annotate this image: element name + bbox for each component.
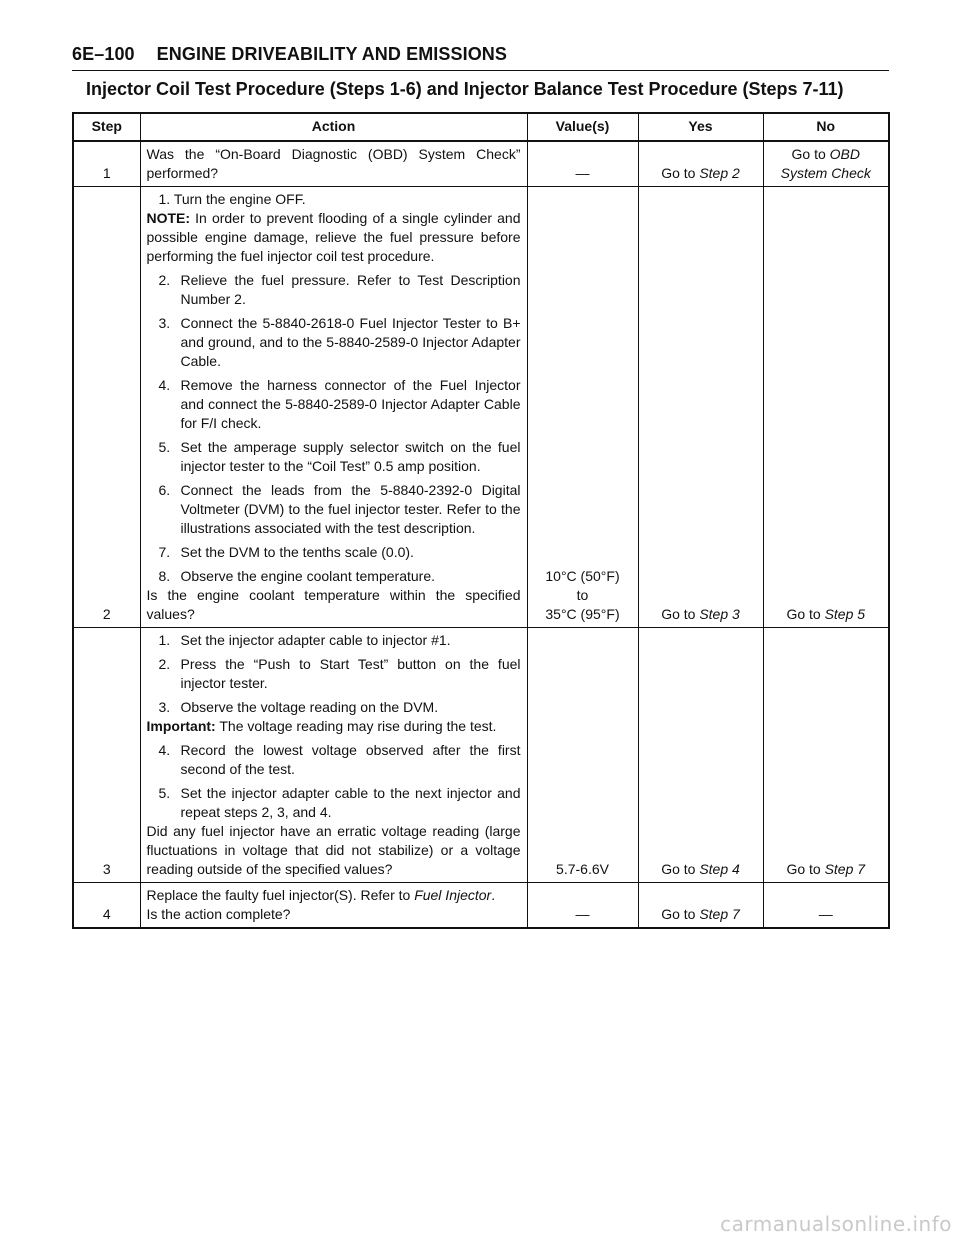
table-header-row	[73, 113, 889, 141]
value-cell: —	[527, 141, 638, 187]
step-number: 2	[73, 187, 140, 628]
no-cell: —	[763, 883, 889, 929]
important-note	[147, 717, 521, 736]
action-question: Was the “On-Board Diagnostic (OBD) System Check” performed?	[146, 146, 521, 181]
reference-link[interactable]: Fuel Injector	[414, 887, 492, 903]
no-link[interactable]: Step 7	[824, 861, 866, 877]
list-item: 8. Observe the engine coolant temperature.	[158, 568, 435, 584]
list-item: 2. Relieve the fuel pressure. Refer to Test Description Number 2.	[158, 272, 521, 307]
yes-link[interactable]: Step 3	[699, 606, 740, 622]
action-question: Is the action complete?	[146, 906, 291, 922]
page-header	[72, 44, 507, 65]
no-link[interactable]: Step 5	[824, 606, 866, 622]
step-number: 3	[73, 628, 140, 883]
column-header-action: Action	[140, 113, 527, 141]
step-number: 4	[73, 883, 140, 929]
procedure-title: Injector Coil Test Procedure (Steps 1-6) and Injector Balance Test Procedure (Steps 7-11)	[86, 79, 844, 99]
note-text: In order to prevent flooding of a single cylinder and possible engine damage, relieve the fuel pressure before performing the fuel injector coil test procedure.	[146, 210, 521, 264]
action-cell: Replace the faulty fuel injector(S). Refer to Fuel Injector. Is the action complete?	[140, 883, 527, 929]
list-item: 3. Connect the 5-8840-2618-0 Fuel Injector Tester to B+ and ground, and to the 5-8840-2589-0 Injector Adapter Cable.	[158, 315, 521, 369]
watermark: carmanualsonline.info	[720, 1212, 952, 1236]
yes-cell: Go to Step 7	[638, 883, 763, 929]
yes-link[interactable]: Step 4	[699, 861, 740, 877]
yes-link[interactable]: Step 7	[699, 906, 740, 922]
list-item: 4. Remove the harness connector of the Fuel Injector and connect the 5-8840-2589-0 Injector Adapter Cable for F/I check.	[158, 377, 521, 431]
yes-cell: Go to Step 3	[638, 187, 763, 628]
yes-cell: Go to Step 4	[638, 628, 763, 883]
list-item: 6. Connect the leads from the 5-8840-2392-0 Digital Voltmeter (DVM) to the fuel injector tester. Refer to the illustrations associated with the test description.	[158, 482, 521, 536]
note-label: NOTE:	[146, 210, 191, 226]
list-item: 3. Observe the voltage reading on the DVM.	[158, 699, 439, 715]
column-header-values: Value(s)	[527, 113, 638, 141]
list-item: 1. Set the injector adapter cable to injector #1.	[158, 632, 451, 648]
column-header-step: Step	[73, 113, 140, 141]
action-cell	[140, 628, 527, 883]
no-cell: Go to Step 5	[763, 187, 889, 628]
value-cell: 5.7-6.6V	[527, 628, 638, 883]
list-item: 4. Record the lowest voltage observed after the first second of the test.	[158, 742, 521, 777]
action-question: Did any fuel injector have an erratic voltage reading (large fluctuations in voltage that did not stabilize) or a voltage reading outside of the specified values?	[146, 823, 521, 877]
no-cell: Go to OBD System Check	[763, 141, 889, 187]
table-row	[73, 883, 889, 929]
page-number: 6E–100	[72, 44, 135, 64]
yes-cell: Go to Step 2	[638, 141, 763, 187]
procedure-table	[72, 112, 890, 929]
list-item: 5. Set the amperage supply selector switch on the fuel injector tester to the “Coil Test” 0.5 amp position.	[158, 439, 521, 474]
list-item: 1. Turn the engine OFF.	[158, 191, 306, 207]
action-cell	[140, 141, 527, 187]
list-item: 2. Press the “Push to Start Test” button on the fuel injector tester.	[158, 656, 521, 691]
no-cell: Go to Step 7	[763, 628, 889, 883]
header-rule	[72, 70, 889, 71]
value-cell: —	[527, 883, 638, 929]
note	[147, 209, 521, 266]
action-question: Is the engine coolant temperature within the specified values?	[146, 587, 521, 622]
important-text: The voltage reading may rise during the test.	[215, 718, 497, 734]
column-header-no: No	[763, 113, 889, 141]
list-item: 5. Set the injector adapter cable to the next injector and repeat steps 2, 3, and 4.	[158, 785, 521, 820]
no-link[interactable]: OBD System Check	[780, 146, 871, 181]
action-cell	[140, 187, 527, 628]
list-item: 7. Set the DVM to the tenths scale (0.0).	[158, 544, 414, 560]
table-row	[73, 628, 889, 883]
column-header-yes: Yes	[638, 113, 763, 141]
table-row	[73, 141, 889, 187]
section-title: ENGINE DRIVEABILITY AND EMISSIONS	[156, 44, 508, 64]
step-number: 1	[73, 141, 140, 187]
yes-link[interactable]: Step 2	[699, 165, 740, 181]
value-cell: 10°C (50°F) to 35°C (95°F)	[527, 187, 638, 628]
important-label: Important:	[146, 718, 216, 734]
table-row	[73, 187, 889, 628]
